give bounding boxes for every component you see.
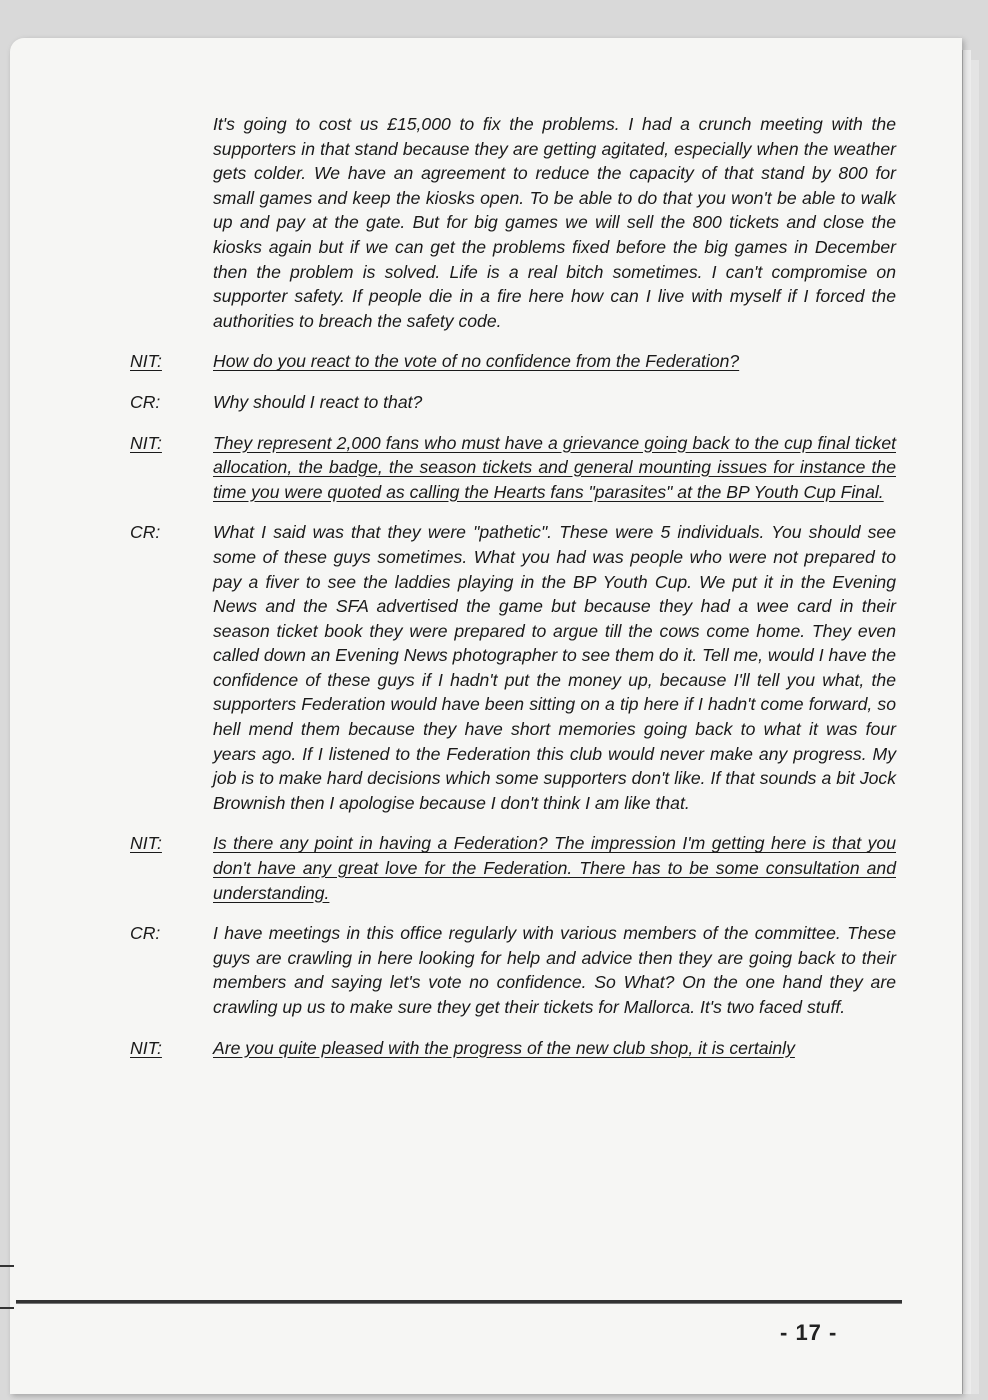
intro-paragraph: It's going to cost us £15,000 to fix the problems. I had a crunch meeting with the supporters in that stand because they are getting agitated, especially when the weather gets colder. We have an agreement to reduce the capacity of that stand by 800 for small games and keep the kiosks open. To be able to do that you won't be able to walk up and pay at the gate. But for big games we will sell the 800 tickets and close the kiosks again but if we can get the problems fixed before the big games in December then the problem is solved. Life is a real bitch sometimes. I can't compromise on supporter safety. If people die in a fire here how can I live with myself if I forced the authorities to breach the safety code.	[213, 114, 896, 331]
speaker-label: CR:	[130, 923, 161, 944]
exchange-row	[118, 831, 896, 905]
speaker-label: NIT:	[130, 833, 162, 854]
exchange-row	[118, 1036, 896, 1061]
speaker-label: NIT:	[130, 351, 162, 372]
exchange-row	[118, 431, 896, 505]
page-stack-edge	[962, 50, 971, 1394]
answer-text: I have meetings in this office regularly with various members of the committee. These guys are crawling in here looking for help and advice then they are going back to their members and saying let's vote no confidence. So What? On the one hand they are crawling up us to make sure they get their tickets for Mallorca. It's two faced stuff.	[213, 923, 896, 1017]
answer-text: Why should I react to that?	[213, 391, 423, 412]
page-stack-edge	[970, 60, 979, 1394]
speaker-label: CR:	[130, 522, 161, 543]
speaker-label: NIT:	[130, 1037, 162, 1058]
footer-rule	[16, 1300, 902, 1304]
page-number: - 17 -	[780, 1320, 838, 1345]
binding-mark	[0, 1265, 14, 1309]
exchange-row	[118, 349, 896, 374]
question-text: Is there any point in having a Federation? The impression I'm getting here is that you don't have any great love for the Federation. There has to be some consultation and understanding.	[213, 833, 896, 903]
question-text: They represent 2,000 fans who must have a grievance going back to the cup final ticket allocation, the badge, the season tickets and general mounting issues for instance the time you were quoted as calling the Hearts fans "parasites" at the BP Youth Cup Final.	[213, 432, 896, 502]
speaker-label: CR:	[130, 391, 161, 412]
speaker-label: NIT:	[130, 432, 162, 453]
question-text: Are you quite pleased with the progress of the new club shop, it is certainly	[213, 1037, 795, 1058]
exchange-row	[118, 921, 896, 1019]
exchange-row	[118, 390, 896, 415]
question-text: How do you react to the vote of no confidence from the Federation?	[213, 351, 740, 372]
interview-body	[118, 112, 896, 1060]
answer-text: What I said was that they were "pathetic". These were 5 individuals. You should see some of these guys sometimes. What you had was people who were not prepared to pay a fiver to see the laddies playing in the BP Youth Cup. We put it in the Evening News and the SFA advertised the game but because they had a wee card in their season ticket book they were prepared to argue till the cows come home. They even called down an Evening News photographer to see them do it. Tell me, would I have the confidence of these guys if I hadn't put the money up, because I'll tell you what, the supporters Federation would have been sitting on a tip here if I hadn't come forward, so hell mend them because they have short memories going back to what it was four years ago. If I listened to the Federation this club would never make any progress. My job is to make hard decisions which some supporters don't like. If that sounds a bit Jock Brownish then I apologise because I don't think I am like that.	[213, 522, 896, 813]
exchange-row	[118, 520, 896, 815]
